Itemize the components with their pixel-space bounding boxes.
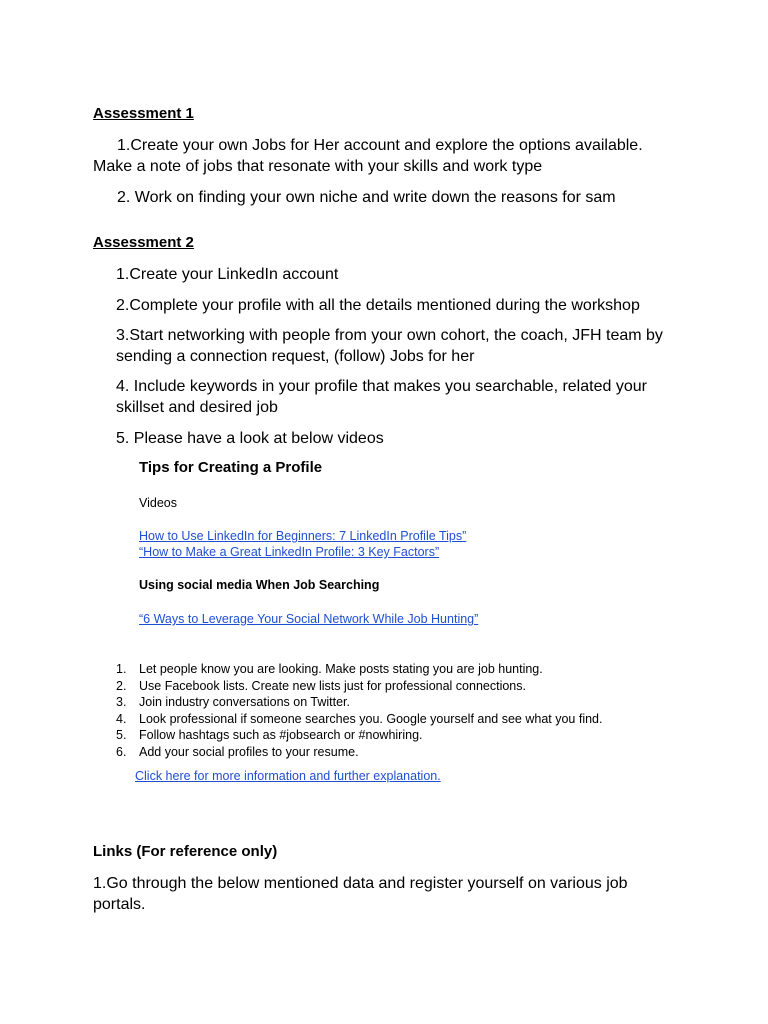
assessment-1-item-1-line-1: 1.Create your own Jobs for Her account and explore the options available. (117, 137, 643, 154)
assessment-2-item-3: 3.Start networking with people from your own cohort, the coach, JFH team by sending a connection request, (follow) Jobs for her (116, 327, 663, 365)
more-info-link[interactable]: Click here for more information and further explanation. (135, 769, 441, 783)
social-media-heading: Using social media When Job Searching (139, 578, 380, 592)
list-item: 3. Join industry conversations on Twitter. (116, 695, 350, 709)
links-heading: Links (For reference only) (93, 843, 278, 860)
assessment-2-item-2: 2.Complete your profile with all the details mentioned during the workshop (116, 297, 640, 314)
assessment-2-item-5: 5. Please have a look at below videos (116, 430, 384, 447)
list-item: 4. Look professional if someone searches you. Google yourself and see what you find. (116, 711, 603, 726)
list-item: 2. Use Facebook lists. Create new lists just for professional connections. (116, 678, 526, 693)
assessment-1-heading: Assessment 1 (93, 105, 194, 122)
links-item-1: 1.Go through the below mentioned data and register yourself on various job portals. (93, 875, 628, 913)
assessment-2-item-4: 4. Include keywords in your profile that makes you searchable, related your skillset and desired job (116, 378, 647, 416)
video-link-linkedin-beginners[interactable]: How to Use LinkedIn for Beginners: 7 LinkedIn Profile Tips” (139, 529, 467, 543)
assessment-2-item-1: 1.Create your LinkedIn account (116, 266, 339, 283)
assessment-1-item-2: 2. Work on finding your own niche and write down the reasons for sam (117, 189, 616, 206)
social-tips-list (116, 661, 602, 760)
videos-label: Videos (139, 496, 177, 510)
list-item: 1. Let people know you are looking. Make posts stating you are job hunting. (116, 662, 543, 676)
list-item: 5. Follow hashtags such as #jobsearch or #nowhiring. (116, 728, 423, 742)
social-network-link[interactable]: “6 Ways to Leverage Your Social Network While Job Hunting” (139, 612, 479, 626)
assessment-1-item-1-line-2: Make a note of jobs that resonate with your skills and work type (93, 158, 543, 175)
video-link-great-linkedin-profile[interactable]: “How to Make a Great LinkedIn Profile: 3 Key Factors” (139, 545, 440, 559)
list-item: 6. Add your social profiles to your resume. (116, 744, 359, 759)
tips-title: Tips for Creating a Profile (139, 459, 323, 476)
assessment-2-heading: Assessment 2 (93, 234, 194, 251)
